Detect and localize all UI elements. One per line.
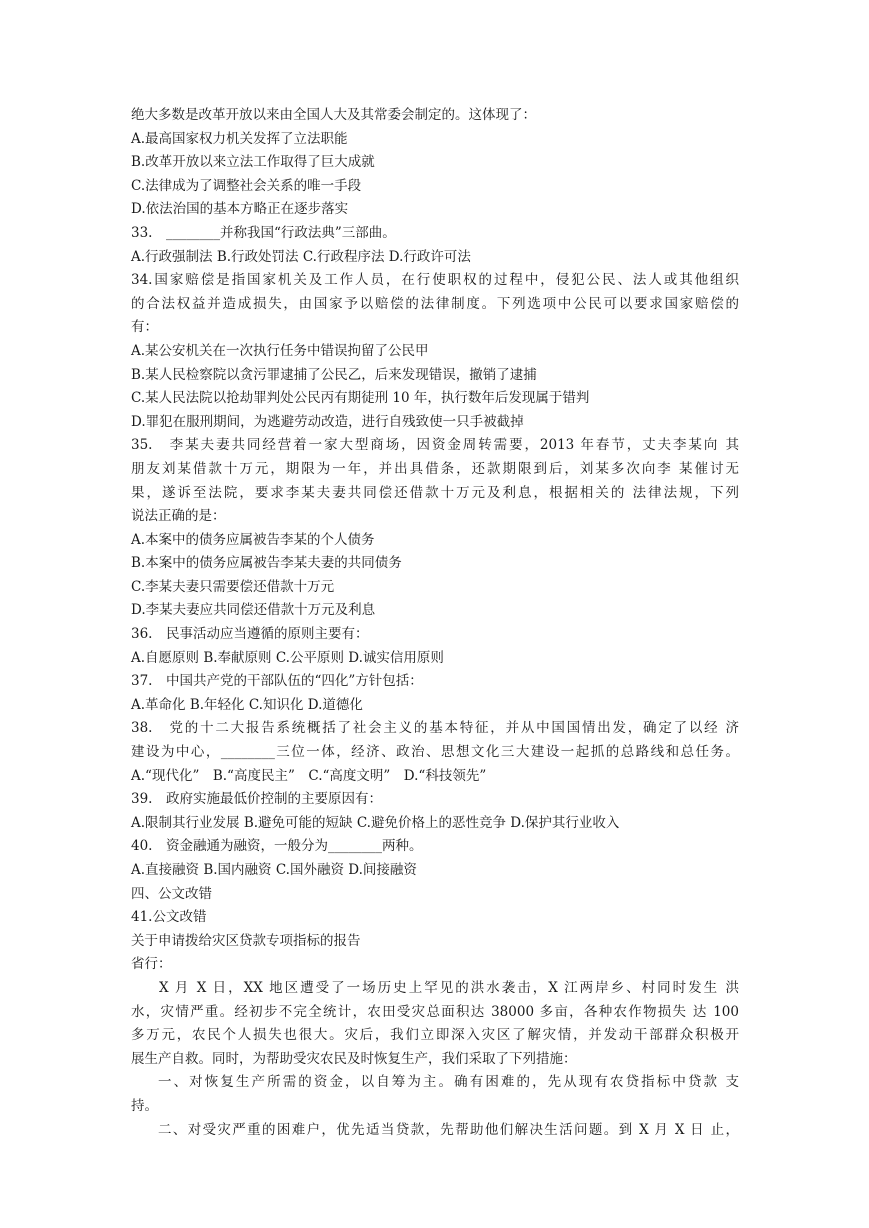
question-38: 38. 党的十二大报告系统概括了社会主义的基本特征，并从中国国情出发，确定了以经 济 (131, 720, 739, 737)
question-33: 33. ________并称我国“行政法典”三部曲。 (131, 224, 396, 241)
option-line: A.“现代化” B.“高度民主” C.“高度文明” D.“科技领先” (131, 767, 487, 784)
text-line: 绝大多数是改革开放以来由全国人大及其常委会制定的。这体现了： (131, 107, 536, 123)
report-paragraph: 二、对受灾严重的困难户，优先适当贷款，先帮助他们解决生活问题。到 X 月 X 日 止， (158, 1121, 739, 1138)
report-paragraph: 持。 (131, 1097, 158, 1114)
document-page (131, 104, 739, 1142)
report-paragraph: 展生产自救。同时，为帮助受灾农民及时恢复生产，我们采取了下列措施： (131, 1050, 577, 1067)
text-line: 有： (131, 319, 158, 336)
option-line: C.李某夫妻只需要偿还借款十万元 (131, 578, 335, 595)
text-line: 建设为中心，________三位一体，经济、政治、思想文化三大建设一起抓的总路线和总任务。 (131, 744, 739, 761)
option-line: A.本案中的债务应属被告李某的个人债务 (131, 531, 375, 548)
option-line: A.最高国家权力机关发挥了立法职能 (131, 130, 348, 147)
question-41: 41.公文改错 (131, 909, 207, 926)
question-39: 39. 政府实施最低价控制的主要原因有： (131, 791, 382, 808)
option-line: A.行政强制法 B.行政处罚法 C.行政程序法 D.行政许可法 (131, 248, 471, 265)
option-line: A.某公安机关在一次执行任务中错误拘留了公民甲 (131, 342, 429, 359)
text-line: 果，遂诉至法院，要求李某夫妻共同偿还借款十万元及利息，根据相关的 法律法规，下列 (131, 484, 739, 501)
report-paragraph: 多万元，农民个人损失也很大。灾后，我们立即深入灾区了解灾情，并发动干部群众积极开 (131, 1027, 739, 1044)
text-line: 朋友刘某借款十万元，期限为一年，并出具借条，还款期限到后，刘某多次向李 某催讨无 (131, 460, 739, 477)
section-heading: 四、公文改错 (131, 885, 212, 902)
option-line: A.革命化 B.年轻化 C.知识化 D.道德化 (131, 696, 363, 713)
question-36: 36. 民事活动应当遵循的原则主要有： (131, 626, 369, 643)
text-line: 说法正确的是： (131, 508, 226, 525)
option-line: D.依法治国的基本方略正在逐步落实 (131, 201, 349, 218)
question-37: 37. 中国共产党的干部队伍的“四化”方针包括： (131, 673, 423, 690)
option-line: A.自愿原则 B.奉献原则 C.公平原则 D.诚实信用原则 (131, 649, 444, 666)
report-paragraph: 水，灾情严重。经初步不完全统计，农田受灾总面积达 38000 多亩，各种农作物损失 达 100 (131, 1003, 739, 1020)
option-line: B.本案中的债务应属被告李某夫妻的共同债务 (131, 555, 402, 572)
option-line: D.罪犯在服刑期间，为逃避劳动改造，进行自残致使一只手被截掉 (131, 413, 524, 430)
option-line: A.限制其行业发展 B.避免可能的短缺 C.避免价格上的恶性竞争 D.保护其行业收入 (131, 814, 620, 831)
report-paragraph: 一、对恢复生产所需的资金，以自筹为主。确有困难的，先从现有农贷指标中贷款 支 (158, 1074, 739, 1091)
option-line: B.改革开放以来立法工作取得了巨大成就 (131, 154, 375, 171)
text-line: 的合法权益并造成损失，由国家予以赔偿的法律制度。下列选项中公民可以要求国家赔偿的 (131, 295, 739, 312)
option-line: C.法律成为了调整社会关系的唯一手段 (131, 177, 362, 194)
option-line: B.某人民检察院以贪污罪逮捕了公民乙，后来发现错误，撤销了逮捕 (131, 366, 537, 383)
option-line: C.某人民法院以抢劫罪判处公民丙有期徒刑 10 年，执行数年后发现属于错判 (131, 390, 590, 407)
question-40: 40. 资金融通为融资，一般分为________两种。 (131, 838, 423, 855)
option-line: D.李某夫妻应共同偿还借款十万元及利息 (131, 602, 376, 619)
report-title: 关于申请拨给灾区贷款专项指标的报告 (131, 932, 361, 949)
question-35: 35. 李某夫妻共同经营着一家大型商场，因资金周转需要，2013 年春节，丈夫李某向 其 (131, 437, 739, 454)
report-salutation: 省行： (131, 956, 172, 973)
option-line: A.直接融资 B.国内融资 C.国外融资 D.间接融资 (131, 862, 417, 878)
report-paragraph: X 月 X 日，XX 地区遭受了一场历史上罕见的洪水袭击，X 江两岸乡、村同时发生 洪 (159, 979, 739, 996)
question-34: 34.国家赔偿是指国家机关及工作人员，在行使职权的过程中，侵犯公民、法人或其他组织 (131, 272, 739, 289)
